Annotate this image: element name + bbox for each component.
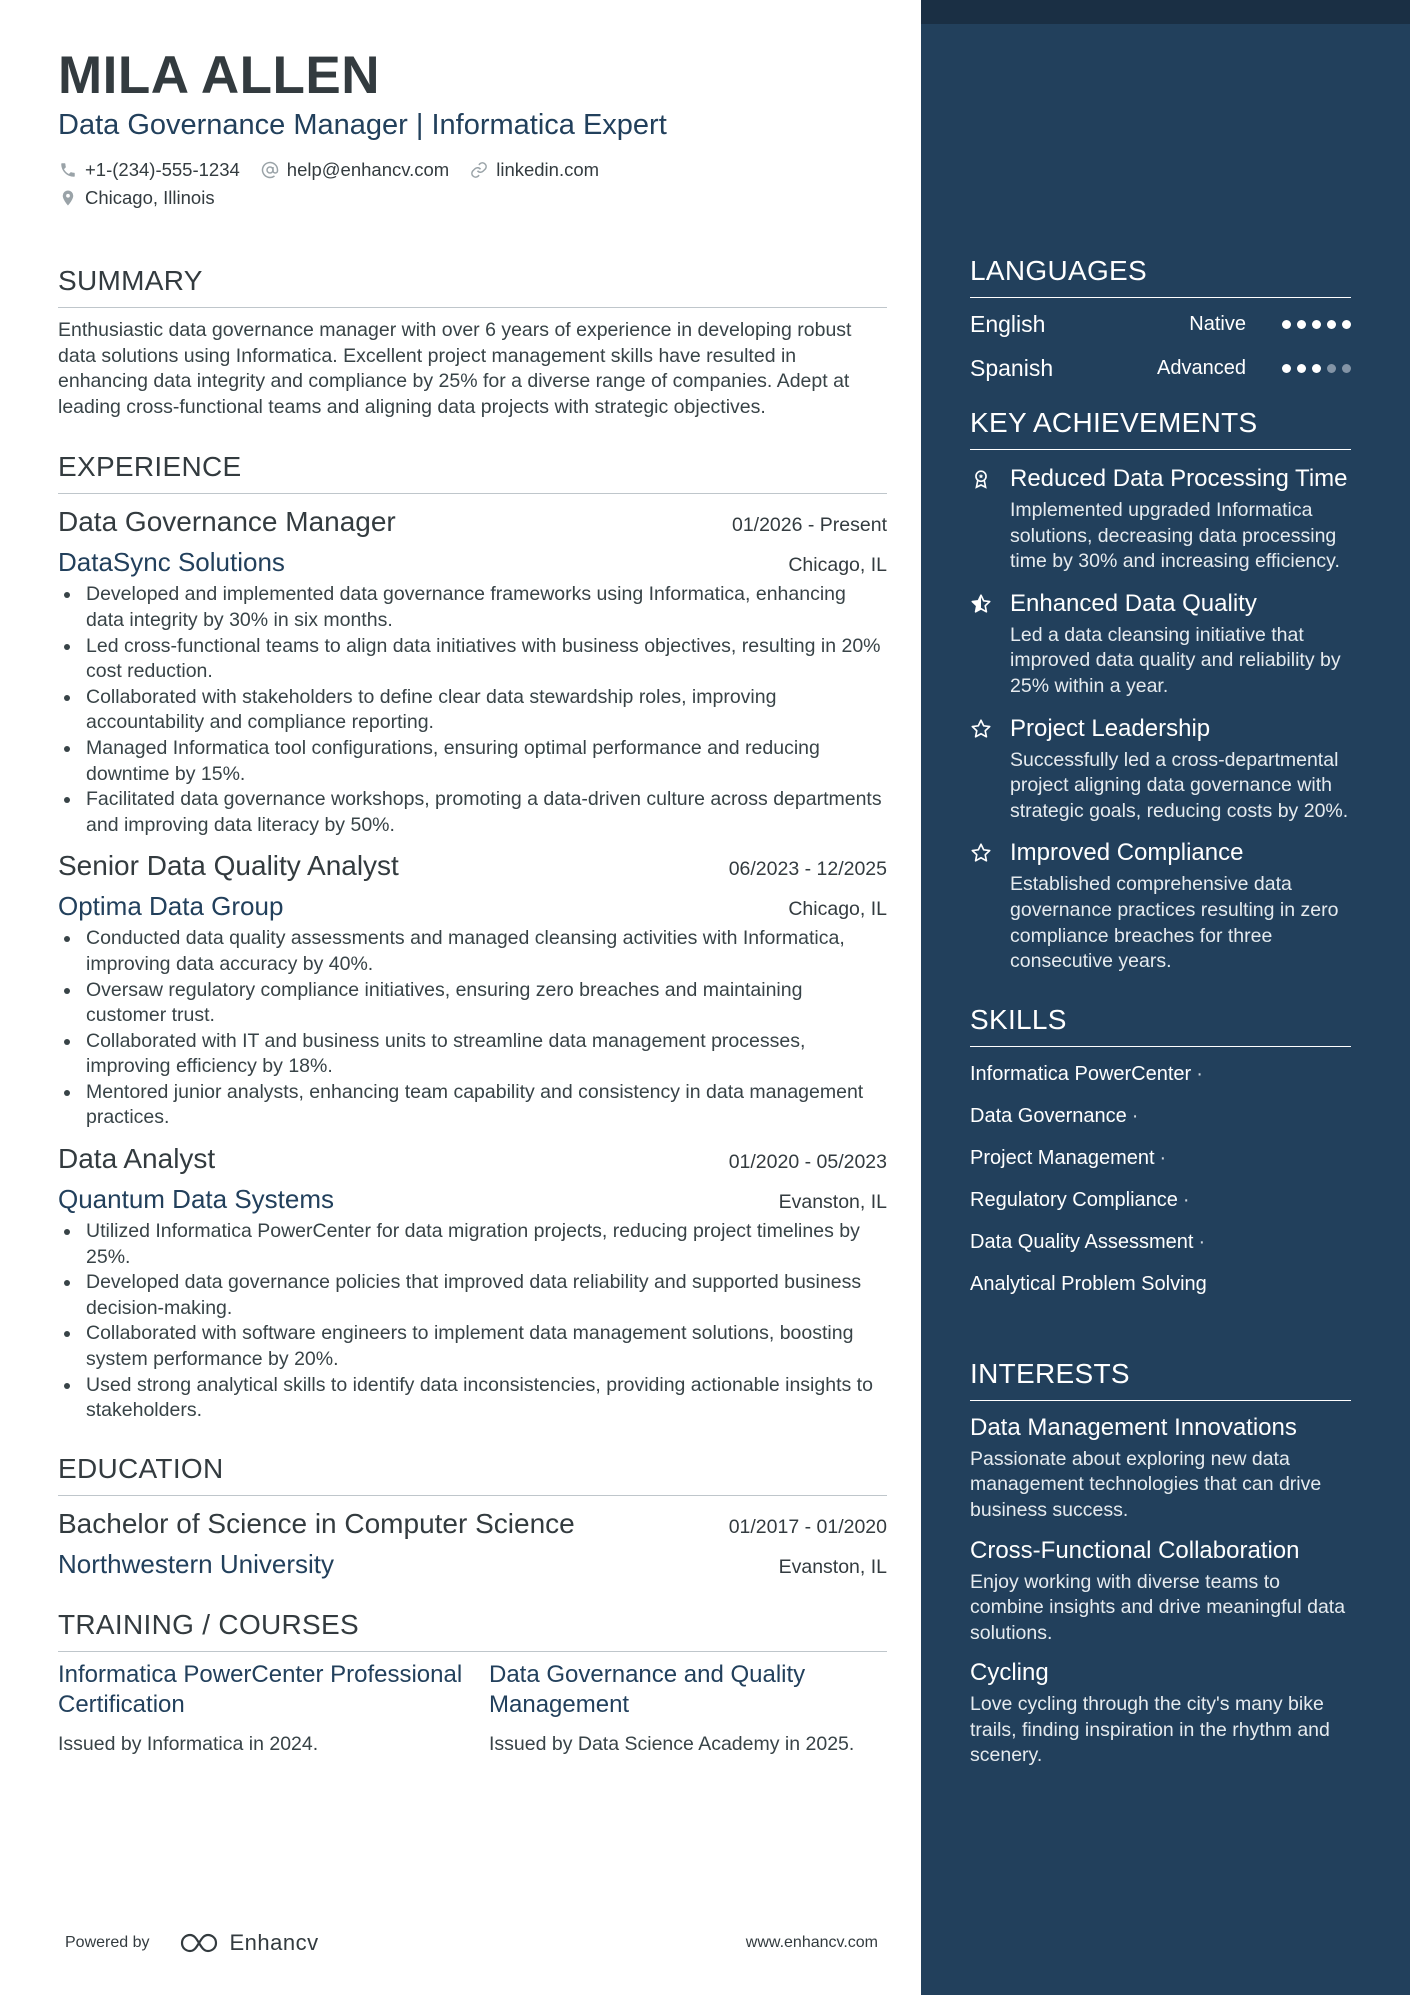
job-title: Data Analyst: [58, 1143, 216, 1175]
interests-heading: INTERESTS: [970, 1357, 1351, 1401]
language-name: English: [970, 310, 1046, 337]
languages-section: [970, 254, 1351, 390]
course-title: Data Governance and Quality Management: [489, 1660, 806, 1718]
skill-item: [970, 1137, 1351, 1179]
at-icon: [260, 160, 280, 180]
job-entry: [58, 1139, 887, 1424]
job-location: Chicago, IL: [788, 554, 887, 577]
bullet-item: Used strong analytical skills to identify data inconsistencies, providing actionable insights to stakeholders.: [58, 1373, 887, 1424]
candidate-name: MILA ALLEN: [58, 46, 380, 105]
course-item: [58, 1660, 489, 1758]
job-company: Quantum Data Systems: [58, 1184, 334, 1215]
skill-label: Regulatory Compliance: [970, 1188, 1178, 1211]
education-dates: 01/2017 - 01/2020: [728, 1515, 887, 1538]
bullet-item: Collaborated with IT and business units to streamline data management processes, improving efficiency by 18%.: [58, 1029, 887, 1080]
powered-by-label: Powered by: [65, 1934, 150, 1951]
location-contact: [58, 187, 215, 209]
location-pin-icon: [58, 188, 78, 208]
bullet-item: Facilitated data governance workshops, promoting a data-driven culture across departments and improving data literacy by 50%.: [58, 787, 887, 838]
job-company: Optima Data Group: [58, 891, 284, 922]
languages-heading: LANGUAGES: [970, 254, 1351, 298]
bullet-item: Led cross-functional teams to align data initiatives with business objectives, resulting in 20% cost reduction.: [58, 634, 887, 685]
training-section: [58, 1608, 887, 1758]
bullet-item: Developed and implemented data governance frameworks using Informatica, enhancing data integrity by 30% in six months.: [58, 582, 887, 633]
bullet-item: Oversaw regulatory compliance initiatives, ensuring zero breaches and maintaining customer trust.: [58, 978, 887, 1029]
language-item: [970, 346, 1351, 390]
skill-label: Informatica PowerCenter: [970, 1062, 1192, 1085]
achievement-item: [970, 714, 1351, 825]
job-entry: [58, 846, 887, 1131]
enhancv-logo[interactable]: [178, 1930, 319, 1956]
star-icon: [970, 714, 1010, 825]
achievement-item: [970, 464, 1351, 575]
rating-dot-filled: [1312, 364, 1321, 373]
interest-title: Cross-Functional Collaboration: [970, 1536, 1300, 1564]
achievement-title: Improved Compliance: [1010, 839, 1244, 867]
bullet-item: Collaborated with software engineers to implement data management solutions, boosting system performance by 20%.: [58, 1321, 887, 1372]
achievement-description: Led a data cleansing initiative that improved data quality and reliability by 25% within a year.: [1010, 623, 1341, 697]
rating-dot-filled: [1282, 320, 1291, 329]
rating-dot-empty: [1342, 364, 1351, 373]
interest-item: [970, 1536, 1351, 1647]
skill-label: Data Quality Assessment: [970, 1230, 1194, 1253]
rating-dot-empty: [1327, 364, 1336, 373]
skill-item: [970, 1053, 1351, 1095]
rating-dot-filled: [1327, 320, 1336, 329]
rating-dot-filled: [1282, 364, 1291, 373]
bullet-item: Managed Informatica tool configurations, ensuring optimal performance and reducing downtime by 15%.: [58, 736, 887, 787]
course-description: Issued by Data Science Academy in 2025.: [489, 1732, 855, 1755]
phone-icon: [58, 160, 78, 180]
email-text: help@enhancv.com: [286, 159, 450, 180]
summary-heading: SUMMARY: [58, 264, 887, 308]
skill-separator: ·: [1196, 1062, 1203, 1085]
job-entry: [58, 502, 887, 838]
interest-item: [970, 1658, 1351, 1769]
candidate-headline: Data Governance Manager | Informatica Expert: [58, 109, 667, 141]
language-name: Spanish: [970, 354, 1054, 381]
main-column: [58, 44, 887, 1757]
summary-section: [58, 264, 887, 420]
job-bullets: [58, 1219, 887, 1424]
contact-info: [58, 156, 887, 212]
email-contact[interactable]: [260, 159, 449, 181]
course-item: [489, 1660, 887, 1758]
skill-label: Data Governance: [970, 1104, 1127, 1127]
job-company: DataSync Solutions: [58, 547, 285, 578]
location-text: Chicago, Illinois: [85, 187, 215, 208]
summary-text: Enthusiastic data governance manager with over 6 years of experience in developing robust data solutions using Informatica. Excellent project management skills have resulted in enhancing data integrity and compliance by 25% for a diverse range of companies. Adept at leading cross-functional teams and aligning data projects with strategic objectives.: [58, 319, 852, 418]
job-dates: 01/2026 - Present: [731, 514, 887, 537]
skill-separator: ·: [1198, 1230, 1206, 1253]
skills-heading: SKILLS: [970, 1003, 1351, 1047]
achievement-title: Reduced Data Processing Time: [1010, 465, 1348, 492]
course-list: [58, 1660, 887, 1758]
interest-description: Passionate about exploring new data management technologies that can drive business success.: [970, 1447, 1322, 1521]
achievements-heading: KEY ACHIEVEMENTS: [970, 406, 1351, 450]
rating-dot-filled: [1297, 320, 1306, 329]
bullet-item: Developed data governance policies that improved data reliability and supported business decision-making.: [58, 1270, 887, 1321]
phone-contact[interactable]: [58, 159, 240, 181]
language-level: Native: [1189, 312, 1246, 335]
phone-text: +1-(234)-555-1234: [85, 159, 240, 180]
interest-item: [970, 1413, 1351, 1524]
interest-title: Data Management Innovations: [970, 1413, 1297, 1441]
job-bullets: [58, 582, 887, 838]
skill-separator: ·: [1131, 1104, 1139, 1127]
job-bullets: [58, 926, 887, 1131]
education-section: [58, 1452, 887, 1582]
link-icon: [469, 160, 489, 180]
linkedin-contact[interactable]: [469, 159, 599, 181]
education-heading: EDUCATION: [58, 1452, 887, 1496]
degree-title: Bachelor of Science in Computer Science: [58, 1507, 575, 1539]
achievement-description: Implemented upgraded Informatica solutions, decreasing data processing time by 30% and increasing efficiency.: [1010, 499, 1340, 573]
rating-dot-filled: [1312, 320, 1321, 329]
skill-label: Analytical Problem Solving: [970, 1272, 1207, 1295]
job-title: Senior Data Quality Analyst: [58, 850, 399, 882]
school-location: Evanston, IL: [778, 1555, 887, 1578]
sidebar-top-bar: [921, 0, 1410, 24]
education-entry: [58, 1504, 887, 1582]
job-dates: 01/2020 - 05/2023: [728, 1151, 887, 1174]
rating-dot-filled: [1297, 364, 1306, 373]
achievement-description: Established comprehensive data governance practices resulting in zero compliance breaches for three consecutive years.: [1010, 873, 1339, 973]
skill-item: [970, 1263, 1351, 1305]
job-dates: 06/2023 - 12/2025: [728, 858, 887, 881]
bullet-item: Utilized Informatica PowerCenter for data migration projects, reducing project timelines by 25%.: [58, 1219, 887, 1270]
interest-description: Love cycling through the city's many bike trails, finding inspiration in the rhythm and scenery.: [970, 1693, 1330, 1767]
language-item: [970, 302, 1351, 346]
achievement-item: [970, 589, 1351, 700]
skill-separator: ·: [1182, 1188, 1190, 1211]
interests-section: [970, 1357, 1351, 1769]
skills-section: [970, 1003, 1351, 1305]
achievement-title: Enhanced Data Quality: [1010, 589, 1257, 617]
skill-item: [970, 1095, 1351, 1137]
course-title: Informatica PowerCenter Professional Certification: [58, 1660, 463, 1718]
skill-label: Project Management: [970, 1146, 1155, 1169]
skill-item: [970, 1221, 1351, 1263]
achievements-section: [970, 406, 1351, 975]
job-location: Chicago, IL: [788, 898, 887, 921]
enhancv-logo-icon: [178, 1931, 224, 1955]
experience-heading: EXPERIENCE: [58, 450, 887, 494]
enhancv-brand: Enhancv: [229, 1930, 319, 1955]
sidebar: [970, 254, 1351, 1769]
skill-separator: ·: [1159, 1146, 1167, 1169]
interest-description: Enjoy working with diverse teams to combine insights and drive meaningful data solutions.: [970, 1570, 1346, 1644]
language-rating: [1276, 320, 1351, 329]
footer: [65, 1926, 880, 1960]
achievement-title: Project Leadership: [1010, 714, 1211, 742]
school-name: Northwestern University: [58, 1548, 334, 1579]
website-link[interactable]: www.enhancv.com: [745, 1934, 878, 1951]
powered-by: [65, 1930, 319, 1956]
bullet-item: Conducted data quality assessments and managed cleansing activities with Informatica, improving data accuracy by 40%.: [58, 926, 887, 977]
award-icon: [970, 464, 1010, 575]
job-location: Evanston, IL: [778, 1191, 887, 1214]
star-icon: [970, 838, 1010, 974]
bullet-item: Mentored junior analysts, enhancing team capability and consistency in data management practices.: [58, 1080, 887, 1131]
skill-item: [970, 1179, 1351, 1221]
job-title: Data Governance Manager: [58, 506, 396, 538]
training-heading: TRAINING / COURSES: [58, 1608, 887, 1652]
skills-list: [970, 1053, 1351, 1305]
star-half-icon: [970, 589, 1010, 700]
achievement-description: Successfully led a cross-departmental project aligning data governance with strategic goals, reducing costs by 20%.: [1010, 748, 1349, 822]
language-level: Advanced: [1157, 356, 1246, 379]
experience-section: [58, 450, 887, 1423]
course-description: Issued by Informatica in 2024.: [58, 1732, 319, 1755]
achievement-item: [970, 838, 1351, 974]
language-rating: [1276, 364, 1351, 373]
rating-dot-filled: [1342, 320, 1351, 329]
interest-title: Cycling: [970, 1659, 1049, 1687]
linkedin-text: linkedin.com: [496, 159, 600, 180]
bullet-item: Collaborated with stakeholders to define clear data stewardship roles, improving accountability and compliance reporting.: [58, 685, 887, 736]
